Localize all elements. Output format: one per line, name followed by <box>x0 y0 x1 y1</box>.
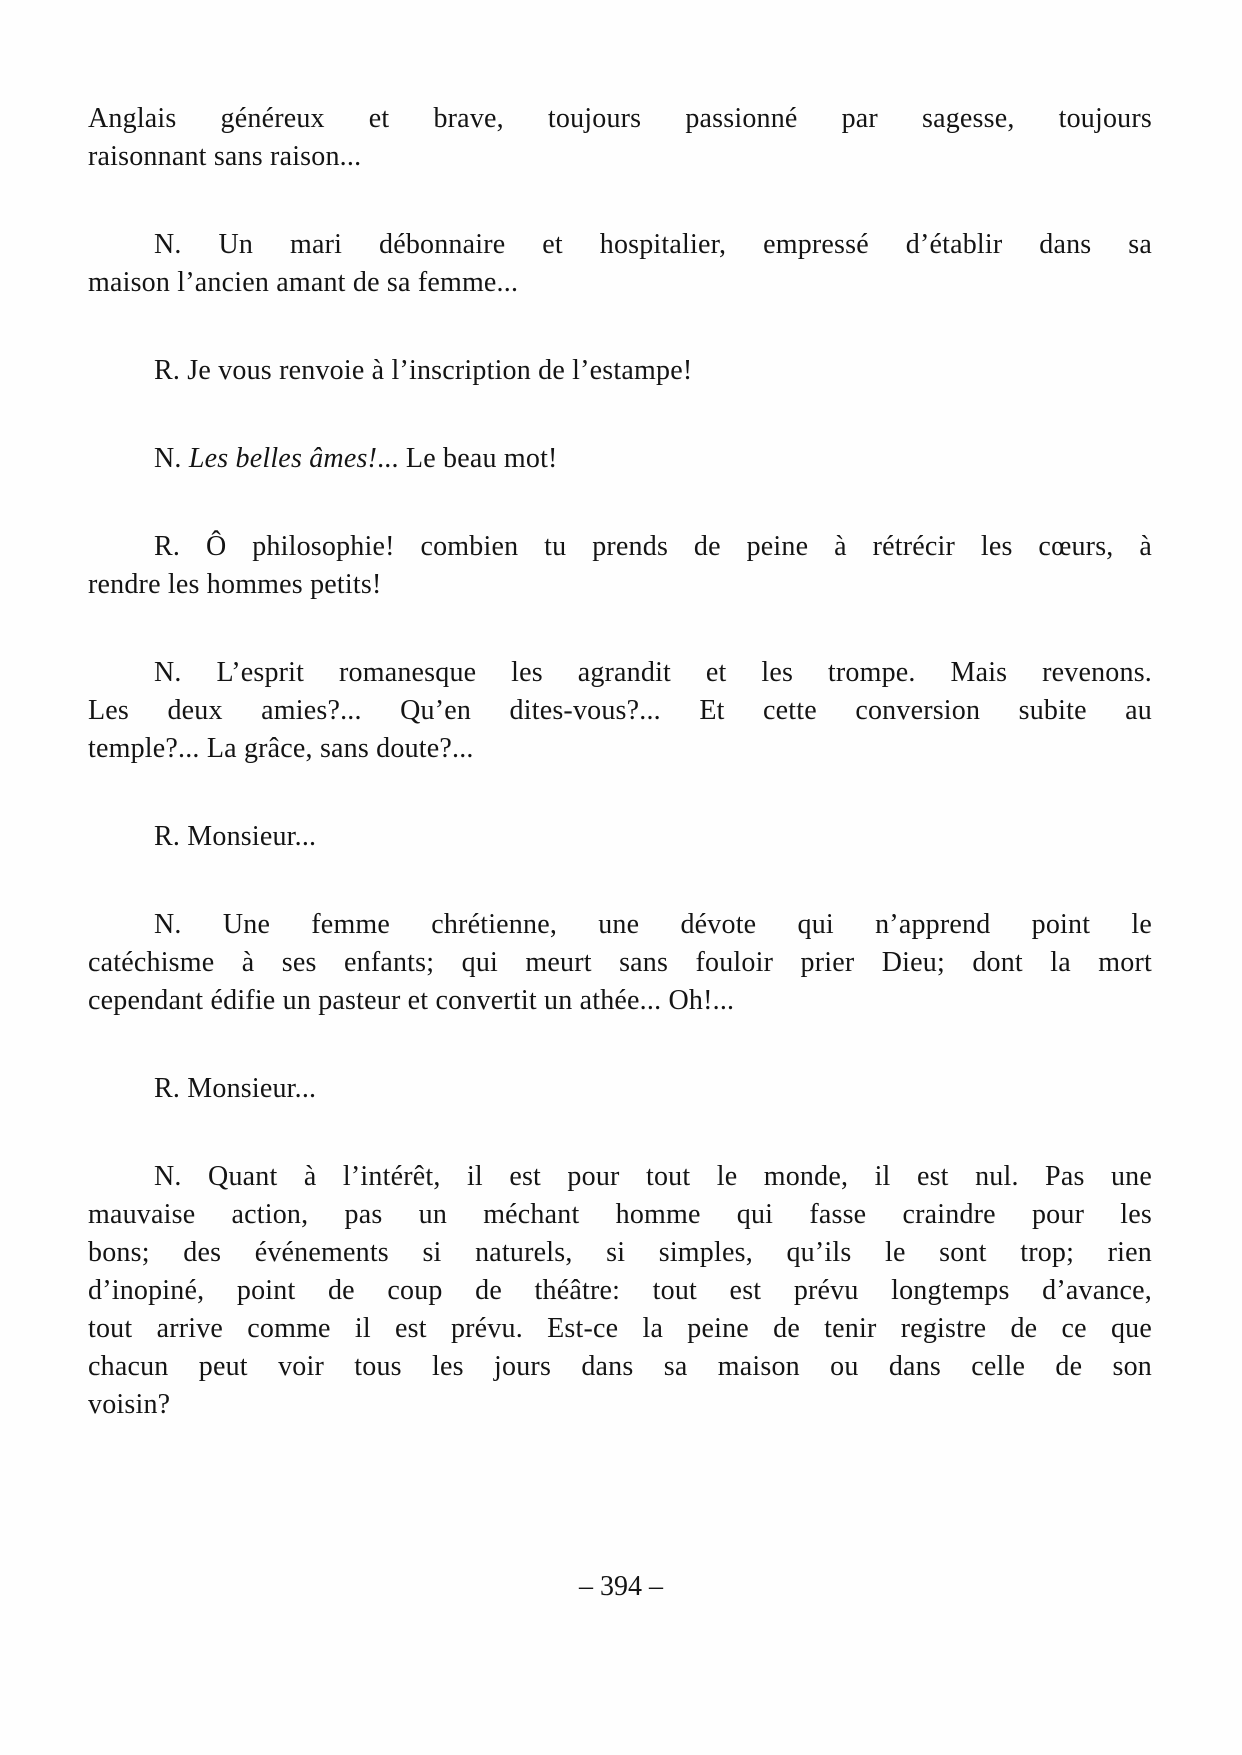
paragraph <box>88 440 1152 478</box>
text-segment: cependant édifie un pasteur et convertit un athée... Oh!... <box>88 985 735 1016</box>
paragraph <box>88 818 1152 856</box>
text-line <box>88 1196 1152 1234</box>
paragraph <box>88 226 1152 302</box>
page-number: – 394 – <box>579 1571 663 1602</box>
text-line <box>88 1386 1152 1424</box>
text-segment: R. Monsieur... <box>154 821 317 852</box>
paragraph <box>88 352 1152 390</box>
text-line <box>88 906 1152 944</box>
text-line <box>88 264 1152 302</box>
text-segment: raisonnant sans raison... <box>88 141 362 172</box>
paragraph <box>88 100 1152 176</box>
text-line <box>88 944 1152 982</box>
paragraph <box>88 654 1152 768</box>
text-segment: catéchisme à ses enfants; qui meurt sans fouloir prier Dieu; dont la mort <box>88 947 1152 978</box>
paragraph <box>88 528 1152 604</box>
text-line <box>88 1348 1152 1386</box>
text-segment: R. Ô philosophie! combien tu prends de peine à rétrécir les cœurs, à <box>154 531 1152 562</box>
text-segment: voisin? <box>88 1389 171 1420</box>
paragraph <box>88 1070 1152 1108</box>
paragraph <box>88 1158 1152 1424</box>
text-segment: N. Une femme chrétienne, une dévote qui n’apprend point le <box>154 909 1152 940</box>
text-segment: rendre les hommes petits! <box>88 569 382 600</box>
text-segment: ... Le beau mot! <box>377 443 558 474</box>
text-line <box>88 138 1152 176</box>
text-column <box>88 100 1152 1474</box>
text-line <box>88 730 1152 768</box>
paragraph <box>88 906 1152 1020</box>
text-line <box>88 528 1152 566</box>
text-segment: N. Quant à l’intérêt, il est pour tout le monde, il est nul. Pas une <box>154 1161 1152 1192</box>
text-line <box>88 1310 1152 1348</box>
text-segment: N. <box>154 443 189 474</box>
text-segment: maison l’ancien amant de sa femme... <box>88 267 519 298</box>
text-line <box>88 692 1152 730</box>
text-segment: bons; des événements si naturels, si simples, qu’ils le sont trop; rien <box>88 1237 1152 1268</box>
italic-text-segment: Les belles âmes! <box>188 443 378 474</box>
text-line <box>88 818 1152 856</box>
text-segment: R. Monsieur... <box>154 1073 317 1104</box>
text-segment: N. L’esprit romanesque les agrandit et les trompe. Mais revenons. <box>154 657 1152 688</box>
text-segment: d’inopiné, point de coup de théâtre: tout est prévu longtemps d’avance, <box>88 1275 1152 1306</box>
text-line <box>88 654 1152 692</box>
text-segment: R. Je vous renvoie à l’inscription de l’estampe! <box>154 355 693 386</box>
text-line <box>88 226 1152 264</box>
text-line <box>88 1234 1152 1272</box>
text-segment: N. Un mari débonnaire et hospitalier, empressé d’établir dans sa <box>154 229 1152 260</box>
text-segment: Anglais généreux et brave, toujours passionné par sagesse, toujours <box>88 103 1152 134</box>
text-line <box>88 100 1152 138</box>
text-segment: chacun peut voir tous les jours dans sa maison ou dans celle de son <box>88 1351 1152 1382</box>
text-segment: temple?... La grâce, sans doute?... <box>88 733 474 764</box>
text-line <box>88 1158 1152 1196</box>
text-line <box>88 982 1152 1020</box>
text-segment: Les deux amies?... Qu’en dites-vous?... Et cette conversion subite au <box>88 695 1152 726</box>
text-segment: mauvaise action, pas un méchant homme qui fasse craindre pour les <box>88 1199 1152 1230</box>
text-segment: tout arrive comme il est prévu. Est-ce la peine de tenir registre de ce que <box>88 1313 1152 1344</box>
text-line <box>88 1272 1152 1310</box>
text-line <box>88 1070 1152 1108</box>
text-line <box>88 566 1152 604</box>
text-line <box>88 352 1152 390</box>
text-line <box>88 440 1152 478</box>
